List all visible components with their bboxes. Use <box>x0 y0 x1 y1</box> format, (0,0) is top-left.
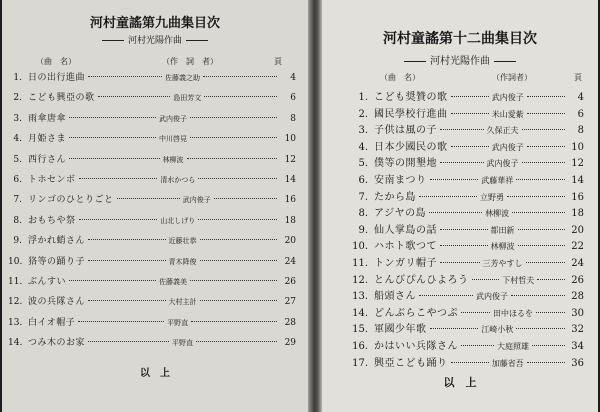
leader-dots <box>88 260 166 261</box>
song-title: トホセンボ <box>28 175 76 185</box>
book-gutter <box>308 0 322 412</box>
song-title: 波の兵隊さん <box>28 297 86 308</box>
song-page: 10 <box>571 141 584 153</box>
song-lyricist: 武内俊子 <box>491 93 524 102</box>
leader-dots <box>451 362 489 363</box>
song-row <box>352 138 584 153</box>
song-lyricist: 林柳波 <box>485 209 510 219</box>
leader-dots <box>451 113 489 114</box>
song-title: 白イオ帽子 <box>28 317 76 328</box>
song-page: 26 <box>571 274 584 286</box>
song-number: 1. <box>358 92 368 103</box>
song-row <box>352 204 584 219</box>
leader-dots <box>516 179 565 180</box>
leader-dots <box>527 146 565 147</box>
song-page: 24 <box>284 256 297 267</box>
song-page: 26 <box>284 277 297 287</box>
song-page: 14 <box>284 175 297 185</box>
song-page: 6 <box>290 93 297 104</box>
leader-dots <box>461 345 494 346</box>
song-number: 4. <box>358 141 368 153</box>
song-page: 20 <box>571 224 584 236</box>
right-col-title: （曲 名） <box>380 73 420 82</box>
song-number: 8. <box>358 208 368 220</box>
song-row <box>8 70 296 83</box>
song-number: 11. <box>8 277 23 287</box>
song-lyricist: 青木降俊 <box>168 257 197 266</box>
song-row <box>352 237 584 252</box>
song-lyricist: 近藤壮恭 <box>168 237 197 246</box>
song-page: 8 <box>290 113 297 124</box>
song-lyricist: 都田新 <box>490 225 515 235</box>
song-title: アジヤの島 <box>374 208 427 220</box>
song-title: 月姫さま <box>28 134 67 145</box>
song-title: 狢等の踊り子 <box>28 256 86 267</box>
leader-dots <box>204 96 277 97</box>
song-number: 7. <box>358 191 368 203</box>
song-page: 28 <box>571 291 584 303</box>
subtitle-rule <box>494 61 516 62</box>
leader-dots <box>88 341 169 342</box>
song-page: 18 <box>571 208 585 220</box>
right-col-page: 頁 <box>574 73 582 82</box>
song-number: 10. <box>8 256 23 267</box>
song-page: 28 <box>284 317 297 328</box>
leader-dots <box>69 137 156 138</box>
leader-dots <box>511 295 565 296</box>
leader-dots <box>516 328 565 329</box>
leader-dots <box>527 96 565 97</box>
leader-dots <box>78 321 164 322</box>
left-col-title: （曲 名） <box>36 57 76 66</box>
song-title: リンゴのひとりごと <box>28 195 114 206</box>
song-number: 15. <box>352 324 368 336</box>
left-subtitle-text: 河村光陽作曲 <box>127 36 182 46</box>
song-number: 2. <box>13 93 22 104</box>
song-page: 20 <box>284 236 297 247</box>
song-row <box>8 172 296 185</box>
song-row <box>8 111 296 124</box>
song-number: 1. <box>13 73 22 83</box>
song-lyricist: 武内俊子 <box>486 159 519 169</box>
song-lyricist: 武藤華祥 <box>481 176 514 185</box>
song-title: かはいい兵隊さん <box>374 341 458 352</box>
song-page: 4 <box>290 73 297 83</box>
song-lyricist: 佐藤義美 <box>159 278 188 286</box>
leader-dots <box>440 129 484 130</box>
right-end-mark: 以 上 <box>443 376 477 389</box>
song-number: 13. <box>352 291 368 303</box>
leader-dots <box>527 113 565 114</box>
song-page: 22 <box>571 241 584 253</box>
leader-dots <box>440 245 488 246</box>
subtitle-rule <box>102 40 124 41</box>
song-title: 西行さん <box>28 154 67 165</box>
song-lyricist: 平野直 <box>167 318 189 327</box>
leader-dots <box>88 239 166 240</box>
leader-dots <box>200 239 278 240</box>
right-page-title: 河村童謠第十二曲集目次 <box>383 31 537 47</box>
song-page: 30 <box>571 307 584 319</box>
song-page: 34 <box>571 341 584 352</box>
leader-dots <box>440 162 484 163</box>
right-page-subtitle <box>322 52 598 67</box>
right-subtitle-text: 河村光陽作曲 <box>430 56 490 67</box>
song-number: 14. <box>8 338 23 349</box>
song-title: こども興亞の歌 <box>28 93 95 104</box>
song-row <box>352 304 584 319</box>
song-row <box>352 287 584 302</box>
song-title: 船頭さん <box>374 291 416 303</box>
leader-dots <box>527 362 565 363</box>
song-lyricist: 久保正夫 <box>486 126 519 136</box>
song-number: 2. <box>358 108 368 120</box>
song-page: 16 <box>284 195 297 206</box>
leader-dots <box>190 280 277 281</box>
song-title: 安南まつり <box>374 175 427 186</box>
song-row <box>352 171 584 186</box>
leader-dots <box>214 198 277 199</box>
song-title: おもちや祭 <box>28 215 76 226</box>
left-col-page: 頁 <box>274 57 282 66</box>
song-number: 8. <box>13 215 22 226</box>
song-title: つみ木のお家 <box>28 338 86 349</box>
song-row <box>8 254 296 267</box>
leader-dots <box>472 279 500 280</box>
song-title: 雨傘唐傘 <box>28 113 67 124</box>
song-title: 日本少國民の歌 <box>374 141 448 153</box>
leader-dots <box>88 300 166 301</box>
song-lyricist: 清水かつら <box>160 176 196 184</box>
right-col-writer: （作詞者） <box>492 73 532 82</box>
left-page <box>2 0 308 412</box>
song-lyricist: 武内俊子 <box>159 114 188 123</box>
leader-dots <box>191 321 277 322</box>
song-title: ぶんすい <box>28 277 67 287</box>
song-row <box>352 254 584 269</box>
leader-dots <box>200 260 278 261</box>
song-page: 10 <box>284 134 297 145</box>
song-title: 日の出行進曲 <box>28 73 86 83</box>
song-row <box>8 294 296 307</box>
left-page-title: 河村童謠第九曲集目次 <box>89 16 220 31</box>
song-title: トンガリ帽子 <box>374 258 437 269</box>
song-lyricist: 中川啓見 <box>159 135 188 144</box>
song-lyricist: 江崎小秋 <box>481 325 514 335</box>
song-row <box>352 105 584 120</box>
leader-dots <box>430 179 479 180</box>
song-number: 11. <box>352 258 368 269</box>
leader-dots <box>196 341 277 342</box>
song-page: 8 <box>577 125 584 137</box>
left-col-writer: （作 詞 者） <box>162 57 218 66</box>
leader-dots <box>451 146 489 147</box>
song-page: 29 <box>284 338 297 349</box>
leader-dots <box>69 280 156 281</box>
song-number: 7. <box>13 195 22 206</box>
leader-dots <box>419 196 477 197</box>
song-lyricist: 米山愛紫 <box>491 109 524 119</box>
song-lyricist: 武内俊子 <box>182 196 211 205</box>
song-lyricist: 武内俊子 <box>491 142 524 152</box>
song-row <box>8 213 296 226</box>
leader-dots <box>419 295 473 296</box>
song-title: 仙人掌島の話 <box>374 224 437 236</box>
song-number: 3. <box>358 125 368 137</box>
leader-dots <box>518 245 566 246</box>
song-page: 4 <box>577 92 584 103</box>
song-page: 18 <box>284 215 297 226</box>
leader-dots <box>532 345 565 346</box>
song-title: どんぶらこやつぷ <box>374 307 458 319</box>
song-title: ハホト歌つて <box>374 241 437 253</box>
leader-dots <box>430 328 479 329</box>
song-number: 10. <box>352 241 368 253</box>
song-number: 9. <box>358 224 368 236</box>
song-row <box>8 90 296 103</box>
song-title: とんびぴんひよろう <box>374 274 469 286</box>
leader-dots <box>507 196 565 197</box>
leader-dots <box>198 219 277 220</box>
song-number: 12. <box>352 274 368 286</box>
leader-dots <box>117 198 180 199</box>
subtitle-rule <box>186 40 208 41</box>
song-row <box>8 152 296 165</box>
song-title: 子供は風の子 <box>374 125 437 137</box>
leader-dots <box>190 117 277 118</box>
song-title: こども奨贊の歌 <box>374 92 448 103</box>
song-row <box>8 335 296 348</box>
song-page: 12 <box>571 158 584 170</box>
song-row <box>352 88 584 103</box>
song-number: 5. <box>13 154 22 165</box>
leader-dots <box>522 129 566 130</box>
leader-dots <box>440 262 480 263</box>
leader-dots <box>79 219 158 220</box>
song-number: 9. <box>13 236 22 247</box>
leader-dots <box>69 158 160 159</box>
song-title: 浮かれ蛸さん <box>28 236 86 247</box>
leader-dots <box>198 178 277 179</box>
leader-dots <box>69 117 156 118</box>
song-title: 軍國少年歌 <box>374 324 427 336</box>
subtitle-rule <box>404 61 426 62</box>
song-lyricist: 佐藤義之助 <box>165 74 201 82</box>
leader-dots <box>88 76 162 77</box>
leader-dots <box>79 178 158 179</box>
song-lyricist: 加藤省吾 <box>491 358 524 368</box>
song-number: 17. <box>352 357 368 369</box>
song-lyricist: 林柳波 <box>490 242 515 252</box>
song-page: 24 <box>571 258 584 269</box>
left-page-subtitle <box>2 33 308 46</box>
leader-dots <box>187 158 278 159</box>
song-title: 興亞こども踊り <box>374 357 448 369</box>
song-row <box>352 320 584 335</box>
song-page: 32 <box>571 324 584 336</box>
song-lyricist: 林柳波 <box>162 155 184 164</box>
song-row <box>352 271 584 286</box>
song-title: たから島 <box>374 191 416 203</box>
song-number: 12. <box>8 297 23 308</box>
song-row <box>352 188 584 203</box>
right-page <box>322 0 598 412</box>
song-row <box>352 121 584 136</box>
left-end-mark: 以 上 <box>140 368 170 379</box>
song-lyricist: 平野直 <box>172 339 194 348</box>
leader-dots <box>537 279 565 280</box>
song-row <box>352 337 584 352</box>
leader-dots <box>440 229 488 230</box>
song-lyricist: 三芳やすし <box>482 259 523 268</box>
song-number: 13. <box>8 317 23 328</box>
leader-dots <box>98 96 171 97</box>
leader-dots <box>461 312 490 313</box>
song-number: 14. <box>352 307 368 319</box>
song-lyricist: 大村主計 <box>168 298 197 307</box>
song-page: 16 <box>571 191 584 203</box>
song-lyricist: 大庭照雄 <box>497 342 529 351</box>
song-number: 4. <box>13 134 22 145</box>
song-number: 5. <box>358 158 368 170</box>
song-lyricist: 下村哲夫 <box>502 275 535 285</box>
song-lyricist: 山北しげり <box>160 216 196 225</box>
leader-dots <box>429 212 482 213</box>
song-page: 14 <box>571 175 584 186</box>
song-row <box>352 221 584 236</box>
song-page: 6 <box>577 108 584 120</box>
song-lyricist: 田中ほるを <box>493 308 533 318</box>
song-lyricist: 武内俊子 <box>476 292 508 302</box>
song-row <box>8 315 296 328</box>
song-lyricist: 島田芳文 <box>173 94 202 103</box>
leader-dots <box>200 300 278 301</box>
song-number: 6. <box>358 175 368 186</box>
leader-dots <box>518 229 566 230</box>
song-row <box>352 354 584 369</box>
leader-dots <box>522 162 566 163</box>
song-lyricist: 立野勇 <box>480 192 504 202</box>
song-title: 國民學校行進曲 <box>374 108 448 120</box>
song-row <box>8 233 296 246</box>
leader-dots <box>526 262 566 263</box>
song-number: 6. <box>13 175 22 185</box>
song-page: 36 <box>571 357 584 369</box>
leader-dots <box>512 212 565 213</box>
song-page: 12 <box>284 154 297 165</box>
leader-dots <box>190 137 277 138</box>
song-number: 3. <box>13 113 22 124</box>
song-number: 16. <box>352 341 368 352</box>
leader-dots <box>536 312 565 313</box>
song-row <box>352 154 584 169</box>
song-row <box>8 131 296 144</box>
leader-dots <box>451 96 489 97</box>
song-page: 27 <box>284 297 297 308</box>
song-title: 僕等の開墾地 <box>374 158 437 170</box>
song-row <box>8 274 296 287</box>
leader-dots <box>203 76 277 77</box>
song-row <box>8 192 296 205</box>
